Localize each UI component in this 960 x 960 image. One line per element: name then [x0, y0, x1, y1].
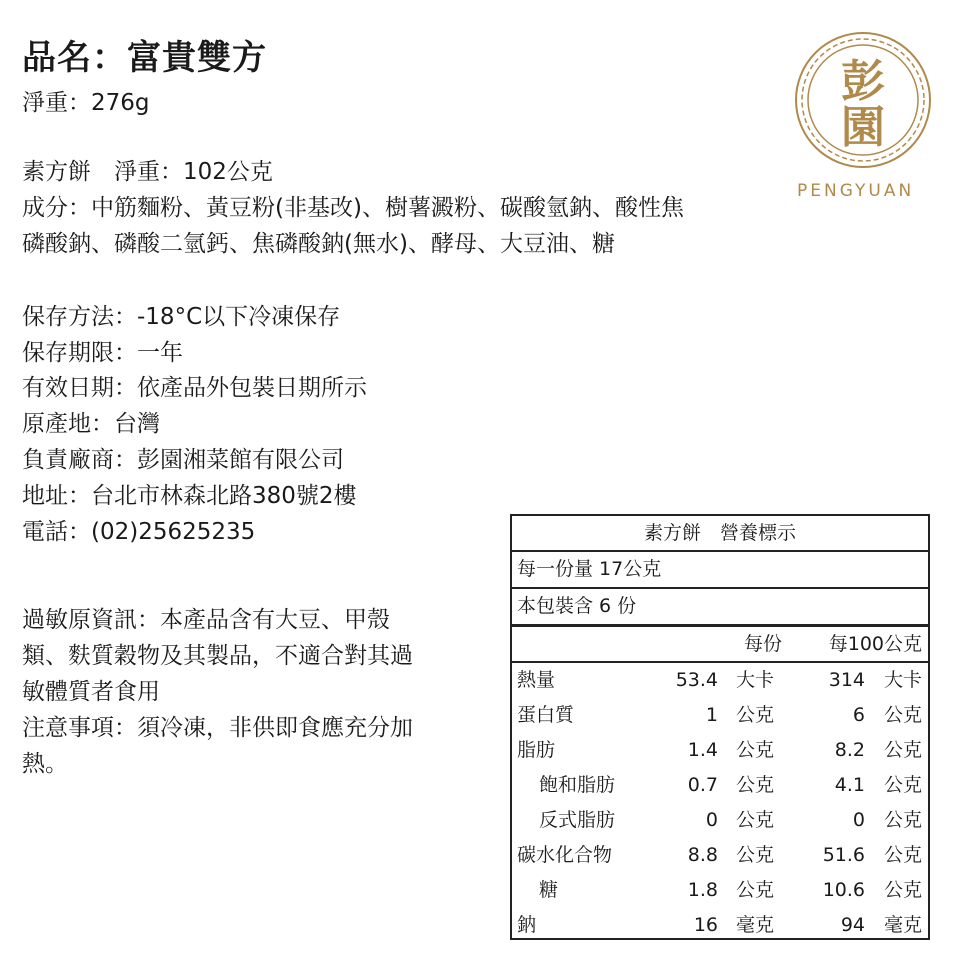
caution-line-1: 注意事項：須冷凍，非供即食應充分加 [22, 715, 413, 741]
unit-per-serving: 大卡 [736, 669, 775, 691]
shelf-life: 保存期限：一年 [22, 340, 183, 366]
expiry-date: 有效日期：依產品外包裝日期所示 [22, 375, 367, 401]
net-weight: 淨重：276g [22, 90, 150, 116]
allergen-line-2: 類、麩質穀物及其製品，不適合對其過 [22, 643, 413, 669]
nutrient-name: 飽和脂肪 [539, 774, 616, 796]
nutrient-name: 碳水化合物 [517, 844, 613, 866]
unit-per-serving: 公克 [736, 774, 775, 796]
unit-per-serving: 公克 [736, 739, 775, 761]
pengyuan-logo [793, 30, 933, 170]
nutrition-table [510, 514, 930, 940]
nutrition-row [512, 733, 928, 768]
value-per-serving: 0.7 [687, 774, 718, 796]
value-per-serving: 8.8 [687, 844, 718, 866]
unit-per-100g: 公克 [884, 704, 923, 726]
value-per-100g: 6 [852, 704, 865, 726]
nutrition-row [512, 908, 928, 943]
value-per-100g: 314 [828, 669, 865, 691]
nutrition-row [512, 698, 928, 733]
storage-method: 保存方法：-18°C以下冷凍保存 [22, 304, 341, 330]
value-per-100g: 4.1 [834, 774, 865, 796]
unit-per-100g: 毫克 [884, 914, 923, 936]
unit-per-serving: 公克 [736, 879, 775, 901]
value-per-100g: 0 [852, 809, 865, 831]
value-per-serving: 0 [705, 809, 718, 831]
nutrient-name: 反式脂肪 [539, 809, 616, 831]
nutrition-row [512, 873, 928, 908]
ingredients-line-1: 成分：中筋麵粉、黃豆粉(非基改)、樹薯澱粉、碳酸氫鈉、酸性焦 [22, 195, 684, 221]
unit-per-100g: 公克 [884, 879, 923, 901]
col-per-100g: 每100公克 [828, 633, 922, 655]
product-title: 品名：富貴雙方 [22, 38, 267, 78]
unit-per-100g: 公克 [884, 739, 923, 761]
serving-size: 每一份量 17公克 [512, 552, 928, 589]
value-per-serving: 16 [693, 914, 718, 936]
value-per-100g: 51.6 [822, 844, 865, 866]
unit-per-serving: 公克 [736, 809, 775, 831]
svg-text:彭: 彭 [841, 56, 885, 107]
servings-per-pack: 本包裝含 6 份 [512, 589, 928, 627]
value-per-100g: 8.2 [834, 739, 865, 761]
phone: 電話：(02)25625235 [22, 519, 256, 545]
svg-text:園: 園 [841, 102, 885, 153]
col-per-serving: 每份 [743, 633, 782, 655]
nutrition-row [512, 838, 928, 873]
unit-per-100g: 公克 [884, 774, 923, 796]
value-per-serving: 1.4 [687, 739, 718, 761]
nutrition-column-headers [512, 627, 928, 663]
value-per-100g: 94 [840, 914, 865, 936]
nutrient-name: 蛋白質 [517, 704, 575, 726]
brand-name: PENGYUAN [797, 181, 915, 201]
value-per-serving: 1 [705, 704, 718, 726]
value-per-100g: 10.6 [822, 879, 865, 901]
allergen-line-3: 敏體質者食用 [22, 679, 160, 705]
value-per-serving: 1.8 [687, 879, 718, 901]
value-per-serving: 53.4 [675, 669, 718, 691]
nutrient-name: 鈉 [517, 914, 537, 936]
unit-per-100g: 公克 [884, 844, 923, 866]
nutrient-name: 糖 [539, 879, 559, 901]
address: 地址：台北市林森北路380號2樓 [22, 483, 357, 509]
nutrition-rows [512, 663, 928, 943]
product-line: 素方餅 淨重：102公克 [22, 159, 273, 185]
nutrition-row [512, 768, 928, 803]
ingredients-line-2: 磷酸鈉、磷酸二氫鈣、焦磷酸鈉(無水)、酵母、大豆油、糖 [22, 231, 615, 257]
caution-line-2: 熱。 [22, 751, 68, 777]
unit-per-100g: 公克 [884, 809, 923, 831]
nutrition-row [512, 803, 928, 838]
unit-per-serving: 公克 [736, 704, 775, 726]
origin: 原產地：台灣 [22, 411, 160, 437]
pengyuan-seal-icon [793, 30, 933, 170]
nutrition-heading: 素方餅 營養標示 [512, 516, 928, 552]
nutrition-row [512, 663, 928, 698]
manufacturer: 負責廠商：彭園湘菜館有限公司 [22, 447, 344, 473]
allergen-line-1: 過敏原資訊：本產品含有大豆、甲殼 [22, 607, 390, 633]
nutrient-name: 脂肪 [517, 739, 556, 761]
unit-per-serving: 毫克 [736, 914, 775, 936]
unit-per-100g: 大卡 [884, 669, 923, 691]
nutrient-name: 熱量 [517, 669, 556, 691]
unit-per-serving: 公克 [736, 844, 775, 866]
